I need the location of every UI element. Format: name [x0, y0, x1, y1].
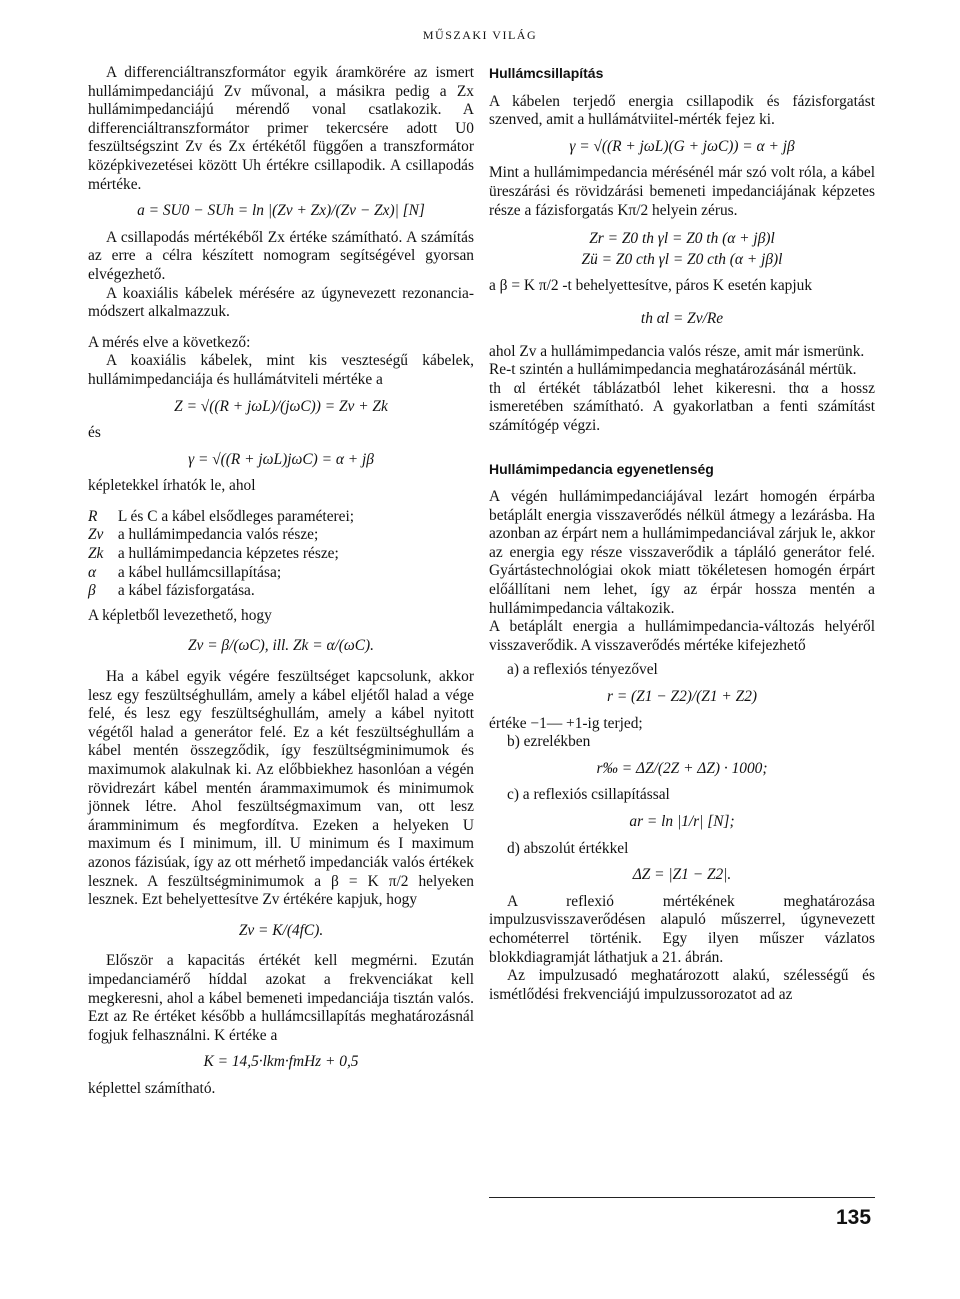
page-rule — [489, 1197, 875, 1198]
section-heading: Hullámimpedancia egyenetlenség — [489, 460, 714, 477]
paragraph: képlettel számítható. — [88, 1079, 216, 1097]
list-item: d) abszolút értékkel — [507, 839, 629, 857]
paragraph: értéke −1— +1-ig terjed; — [489, 714, 643, 732]
paragraph: A betáplált energia a hullámimpedancia-változás helyéről visszaverődik. A visszaverődés mértéke kifejezhető — [489, 618, 875, 654]
equation: γ = √((R + jωL)(G + jωC)) = α + jβ — [569, 137, 795, 155]
equation: ΔZ = |Z1 − Z2|. — [632, 866, 732, 884]
right-column — [489, 64, 875, 1004]
paragraph: Először a kapacitás értékét kell megmérni. Ezután impedanciamérő híddal azokat a frekvenciákat kell megkeresni, ahol a kábel bemeneti impedanciája tisztán valós. Ezt az Re értéket később a hullámcsillapítás meghatározásnál fogjuk felhasználni. K értéke a — [88, 952, 474, 1044]
equation: Zü = Z0 cth γl = Z0 cth (α + jβ)l — [581, 250, 783, 268]
equation: K = 14,5·lkm·fmHz + 0,5 — [203, 1053, 359, 1071]
paragraph: A koaxiális kábelek mérésére az úgynevezett rezonancia-módszert alkalmazzuk. — [88, 284, 474, 321]
equation: Z = √((R + jωL)/(jωC)) = Zv + Zk — [174, 397, 388, 415]
equation: γ = √((R + jωL)jωC) = α + jβ — [188, 450, 374, 468]
paragraph: A differenciáltranszformátor egyik áramkörére az ismert hullámimpedanciájú Zv művonal, a másikra pedig a Zx hullámimpedanciájú mérendő vonal csatlakozik. A differenciáltranszformátor primer tekercsére adott U0 feszültségszint Zv és Zx értékétől függően a transzformátor középkivezetései között Uh értékre csillapodik. A csillapodás mértéke. — [88, 64, 474, 193]
equation: Zv = β/(ωC), ill. Zk = α/(ωC). — [187, 637, 375, 655]
paragraph: képletekkel írhatók le, ahol — [88, 477, 256, 495]
paragraph: Az impulzusadó meghatározott alakú, szélességű és ismétlődési frekvenciájú impulzussorozatot ad az — [489, 967, 875, 1003]
conjunction: és — [88, 424, 101, 442]
list-item: c) a reflexiós csillapítással — [507, 786, 670, 804]
definition-item: β a kábel fázisforgatása. — [88, 582, 255, 600]
paragraph: A végén hullámimpedanciájával lezárt homogén érpárba betáplált energia visszaverődés nélkül átmegy a lezárásba. Ha azonban az érpárt nem a hullámimpedanciával zárjuk le, akkor az energia egy része visszaverődik a tápláló generátor felé. Gyártástechnológiai okok miatt tökéletesen homogén érpárt előállítani nem lehet, így az érpár hossza mentén a hullámimpedancia váltakozik. — [489, 488, 875, 617]
definition-item: Zv a hullámimpedancia valós része; — [88, 526, 319, 544]
list-item: a) a reflexiós tényezővel — [507, 661, 658, 679]
paragraph: A mérés elve a következő: — [88, 333, 251, 351]
paragraph: Ha a kábel egyik végére feszültséget kapcsolunk, akkor lesz egy feszültséghullám, amely a kábel eljétől halad a vége felé, és lesz egy feszültséghullám, amely a kábel nyitott végétől halad a generátor felé. Ez a két feszültséghullám a kábel mentén összegződik, így feszültségminimumok és maximumok alakulnak ki. Az előbbiekhez hasonlóan a végén rövidrezárt kábel mentén árammaximumok és minimumok jönnek létre. Ahol feszültségmaximum van, ott lesz áramminimum és megfordítva. Ezeken a helyeken U maximum és I minimum, ill. U minimum és I maximum azonos fázisúak, így az ott mérhető impedanciák valós értékek lesznek. A feszültségminimumok a β = K π/2 helyeken lesznek. Ezt behelyettesítve Zv értékére kapjuk, hogy — [88, 668, 474, 909]
equation: Zv = K/(4fC). — [238, 921, 324, 939]
definition-item: R L és C a kábel elsődleges paraméterei; — [88, 507, 355, 525]
paragraph: A reflexió mértékének meghatározása impulzusvisszaverődésen alapuló műszerrel, úgynevezett echométerrel történik. Egy ilyen műszer vázlatos blokkdiagramját láthatjuk a 21. ábrán. — [489, 892, 875, 966]
paragraph: A képletből levezethető, hogy — [88, 606, 272, 624]
paragraph: A koaxiális kábelek, mint kis veszteségű kábelek, hullámimpedanciája és hullámátviteli mértéke a — [88, 352, 474, 388]
paragraph: Mint a hullámimpedancia mérésénél már szó volt róla, a kábel üreszárási és rövidzárási bemeneti impedanciájának képzetes része a fázisforgatás Kπ/2 helyein zérus. — [489, 164, 875, 219]
left-column — [88, 64, 474, 1099]
list-item: b) ezrelékben — [507, 733, 591, 751]
equation: r = (Z1 − Z2)/(Z1 + Z2) — [606, 688, 758, 706]
paragraph: A kábelen terjedő energia csillapodik és fázisforgatást szenved, amit a hullámátviitel-mérték fejez ki. — [489, 92, 875, 129]
section-heading: Hullámcsillapítás — [489, 65, 604, 81]
definition-item: α a kábel hullámcsillapítása; — [88, 563, 282, 581]
equation: th αl = Zv/Re — [640, 309, 724, 327]
running-header: MŰSZAKI VILÁG — [422, 28, 538, 42]
definition-item: Zk a hullámimpedancia képzetes része; — [88, 545, 339, 563]
paragraph: A csillapodás mértékéből Zx értéke számítható. A számítás az erre a célra készített nomogram segítségével gyorsan elvégezhető. — [88, 228, 474, 283]
equation: a = SU0 − SUh = ln |(Zv + Zx)/(Zv − Zx)| [N] — [137, 202, 425, 220]
equation: ar = ln |1/r| [N]; — [629, 813, 735, 830]
paragraph: a β = K π/2 -t behelyettesítve, páros K esetén kapjuk — [489, 277, 813, 295]
page-number: 135 — [836, 1206, 872, 1229]
paragraph: th αl értékét táblázatból lehet kikeresni. thα a hossz ismeretében számítható. A gyakorlatban a fenti számítást számítógép végzi. — [489, 379, 875, 434]
equation: Zr = Z0 th γl = Z0 th (α + jβ)l — [589, 230, 775, 248]
paragraph: ahol Zv a hullámimpedancia valós része, amit már ismerünk. — [489, 342, 865, 360]
paragraph: Re-t szintén a hullámimpedancia meghatározásánál mértük. — [489, 361, 857, 379]
equation: r‰ = ΔZ/(2Z + ΔZ) · 1000; — [596, 759, 768, 777]
symbol-definitions — [88, 508, 474, 601]
